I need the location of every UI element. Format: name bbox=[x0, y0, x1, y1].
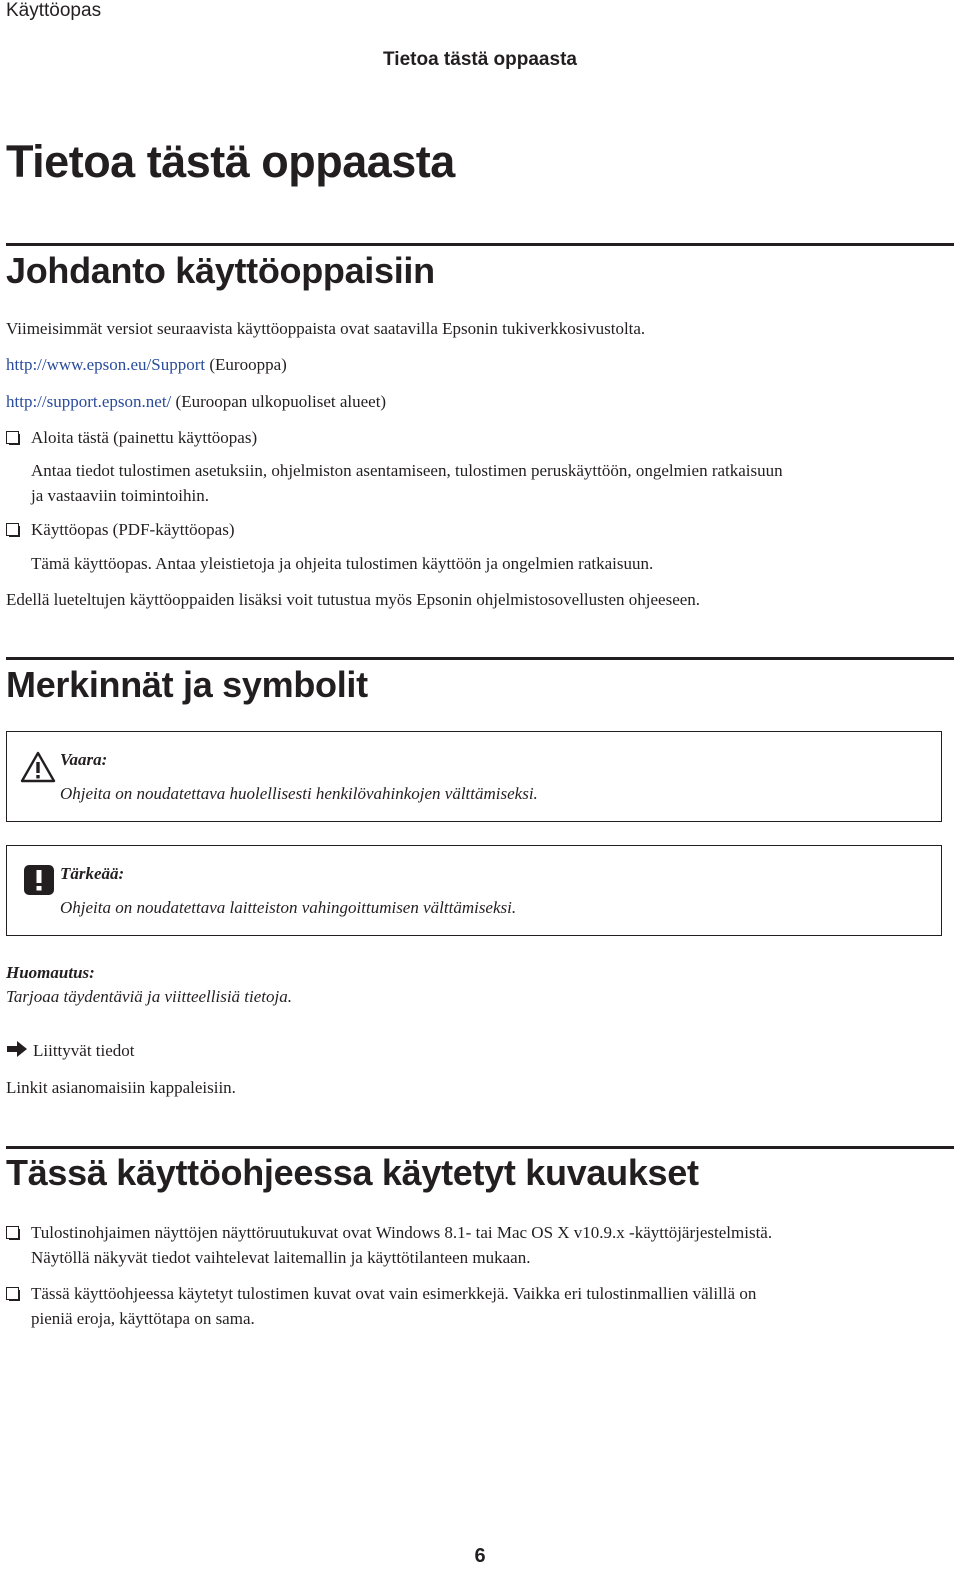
related-text: Linkit asianomaisiin kappaleisiin. bbox=[6, 1078, 236, 1097]
list-item bbox=[6, 425, 906, 450]
link-note-eu: (Eurooppa) bbox=[205, 355, 287, 374]
link-note-global: (Euroopan ulkopuoliset alueet) bbox=[171, 392, 387, 411]
section-rule bbox=[6, 1146, 954, 1149]
checkbox-bullet-icon bbox=[6, 1287, 19, 1300]
list-item-desc: Tämä käyttöopas. Antaa yleistietoja ja ohjeita tulostimen käyttöön ja ongelmien ratkaisuun. bbox=[31, 554, 654, 573]
note-label: Huomautus: bbox=[6, 963, 95, 982]
list-item-line: Näytöllä näkyvät tiedot vaihtelevat laitemallin ja käyttötilanteen mukaan. bbox=[31, 1248, 531, 1267]
link-line-global bbox=[6, 389, 954, 414]
list-item-title: Aloita tästä (painettu käyttöopas) bbox=[31, 428, 258, 447]
heading-marks: Merkinnät ja symbolit bbox=[6, 664, 368, 705]
desc-line: ja vastaaviin toimintoihin. bbox=[31, 486, 210, 505]
page-number: 6 bbox=[474, 1545, 486, 1567]
warning-triangle-icon bbox=[20, 751, 56, 788]
arrow-right-icon bbox=[6, 1040, 28, 1065]
list-item bbox=[6, 1281, 936, 1331]
desc-line: Antaa tiedot tulostimen asetuksiin, ohjelmiston asentamiseen, tulostimen peruskäyttöön, ongelmien ratkaisuun bbox=[31, 461, 783, 480]
running-title: Käyttöopas bbox=[6, 0, 102, 21]
related-label[interactable]: Liittyvät tiedot bbox=[33, 1041, 135, 1060]
list-item-desc bbox=[31, 458, 951, 508]
list-item bbox=[6, 517, 906, 542]
page-title: Tietoa tästä oppaasta bbox=[6, 136, 455, 187]
list-item-line: Tulostinohjaimen näyttöjen näyttöruutukuvat ovat Windows 8.1- tai Mac OS X v10.9.x -käyttöjärjestelmistä. bbox=[31, 1223, 773, 1242]
warning-label: Vaara: bbox=[60, 750, 108, 769]
support-link-eu[interactable]: http://www.epson.eu/Support bbox=[6, 355, 206, 374]
intro-closing: Edellä lueteltujen käyttöoppaiden lisäksi voit tutustua myös Epsonin ohjelmistosovellusten ohjeeseen. bbox=[6, 590, 701, 609]
heading-descriptions: Tässä käyttöohjeessa käytetyt kuvaukset bbox=[6, 1152, 699, 1193]
section-header: Tietoa tästä oppaasta bbox=[383, 49, 577, 70]
list-item-line: pieniä eroja, käyttötapa on sama. bbox=[31, 1309, 255, 1328]
section-rule bbox=[6, 657, 954, 660]
checkbox-bullet-icon bbox=[6, 523, 19, 536]
important-label: Tärkeää: bbox=[60, 864, 125, 883]
section-rule bbox=[6, 243, 954, 246]
link-line-eu bbox=[6, 352, 954, 377]
important-text: Ohjeita on noudatettava laitteiston vahingoittumisen välttämiseksi. bbox=[60, 898, 517, 917]
support-link-global[interactable]: http://support.epson.net/ bbox=[6, 392, 172, 411]
list-item-line: Tässä käyttöohjeessa käytetyt tulostimen kuvat ovat vain esimerkkejä. Vaikka eri tulostinmallien välillä on bbox=[31, 1284, 757, 1303]
intro-lead: Viimeisimmät versiot seuraavista käyttöoppaista ovat saatavilla Epsonin tukiverkkosivustolta. bbox=[6, 319, 646, 338]
list-item-title: Käyttöopas (PDF-käyttöopas) bbox=[31, 520, 235, 539]
list-item bbox=[6, 1220, 936, 1270]
heading-intro: Johdanto käyttöoppaisiin bbox=[6, 250, 435, 291]
related-line bbox=[6, 1038, 954, 1065]
note-text: Tarjoaa täydentäviä ja viitteellisiä tietoja. bbox=[6, 987, 292, 1006]
checkbox-bullet-icon bbox=[6, 431, 19, 444]
warning-callout bbox=[6, 731, 942, 822]
checkbox-bullet-icon bbox=[6, 1226, 19, 1239]
important-callout bbox=[6, 845, 942, 936]
exclamation-icon bbox=[24, 865, 54, 900]
warning-text: Ohjeita on noudatettava huolellisesti henkilövahinkojen välttämiseksi. bbox=[60, 784, 538, 803]
